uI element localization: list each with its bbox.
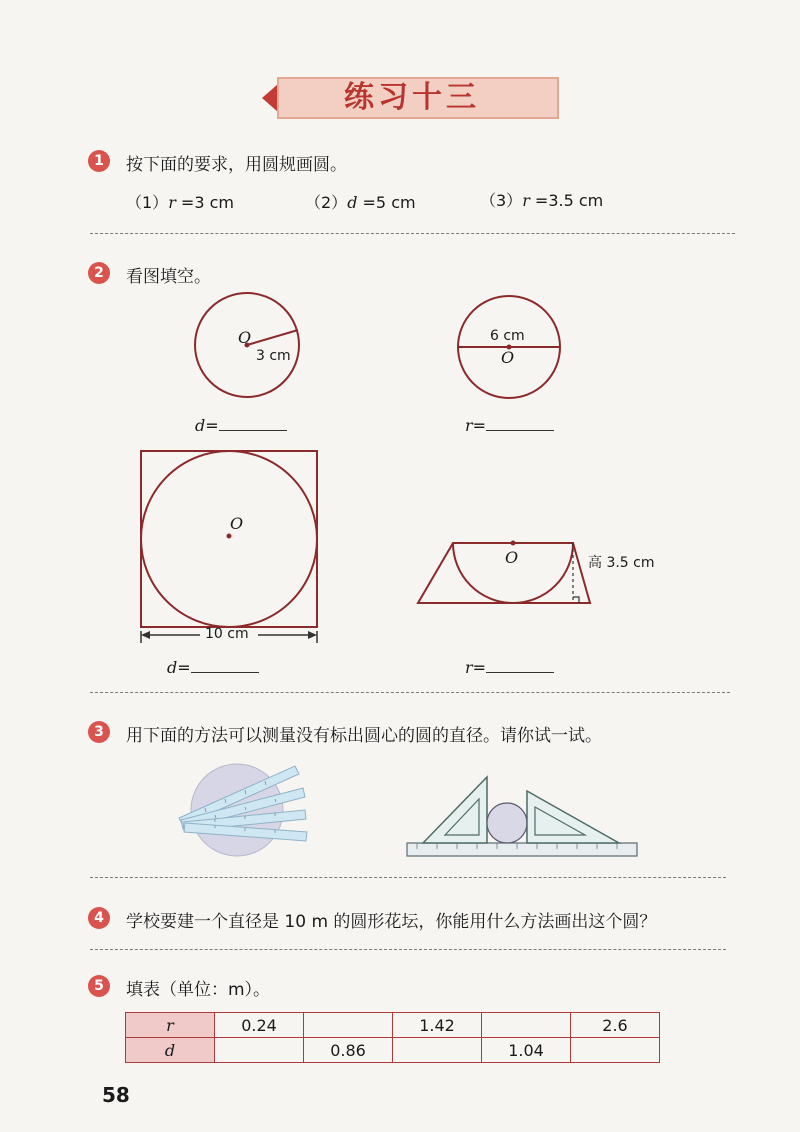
table-cell: 2.6 [571,1013,660,1038]
fig2-answer: r= [465,416,554,435]
fig3-answer: d= [167,658,259,677]
fig2-answer-blank[interactable] [486,416,554,431]
fig2-diameter-label: 6 cm [490,328,525,344]
section-divider [90,692,730,693]
q1-item-2: （2）d =5 cm [305,193,416,212]
question-number-4: 4 [88,907,110,929]
table-cell-blank[interactable] [215,1038,304,1063]
title-banner [262,72,562,124]
table-cell-blank[interactable] [571,1038,660,1063]
section-divider [90,949,726,950]
fig4-answer-blank[interactable] [486,658,554,673]
question-2-text: 看图填空。 [126,267,211,287]
section-divider [90,877,726,878]
q1-item-1: （1）r =3 cm [126,193,234,212]
semicircle-trapezoid-figure [410,535,600,615]
fig1-radius-label: 3 cm [256,348,291,364]
fig4-height-label: 高 3.5 cm [588,555,655,571]
circle-in-square-figure [130,445,330,645]
table-cell: 0.86 [304,1038,393,1063]
table-cell: 1.42 [393,1013,482,1038]
fig3-center-label: O [230,514,244,533]
section-divider [90,233,735,234]
question-number-3: 3 [88,721,110,743]
table-row [126,1038,660,1063]
question-number-5: 5 [88,975,110,997]
table-row-header: r [126,1013,215,1038]
question-4-text: 学校要建一个直径是 10 m 的圆形花坛，你能用什么方法画出这个圆？ [126,912,657,932]
table-row [126,1013,660,1038]
table-cell: 1.04 [482,1038,571,1063]
fig4-answer: r= [465,658,554,677]
question-number-2: 2 [88,262,110,284]
page-number: 58 [102,1083,130,1107]
fig3-side-label: 10 cm [205,626,249,642]
fig1-center-label: O [238,328,252,347]
set-squares-circle-illustration [405,775,640,860]
table-row-header: d [126,1038,215,1063]
table-cell: 0.24 [215,1013,304,1038]
page-title: 练习十三 [344,80,480,115]
table-cell-blank[interactable] [304,1013,393,1038]
fill-table [125,1012,660,1063]
question-1-text: 按下面的要求，用圆规画圆。 [126,155,347,175]
table-cell-blank[interactable] [393,1038,482,1063]
fig3-answer-blank[interactable] [191,658,259,673]
question-3-text: 用下面的方法可以测量没有标出圆心的圆的直径。请你试一试。 [126,726,602,746]
question-number-1: 1 [88,150,110,172]
question-5-text: 填表（单位：m）。 [126,980,271,1000]
table-cell-blank[interactable] [482,1013,571,1038]
fig4-center-label: O [505,548,519,567]
fig2-center-label: O [501,348,515,367]
rulers-on-circle-illustration [175,760,315,865]
q1-item-3: （3）r =3.5 cm [480,191,604,210]
fig1-answer: d= [195,416,287,435]
fig1-answer-blank[interactable] [219,416,287,431]
circle-radius-figure [190,288,310,408]
